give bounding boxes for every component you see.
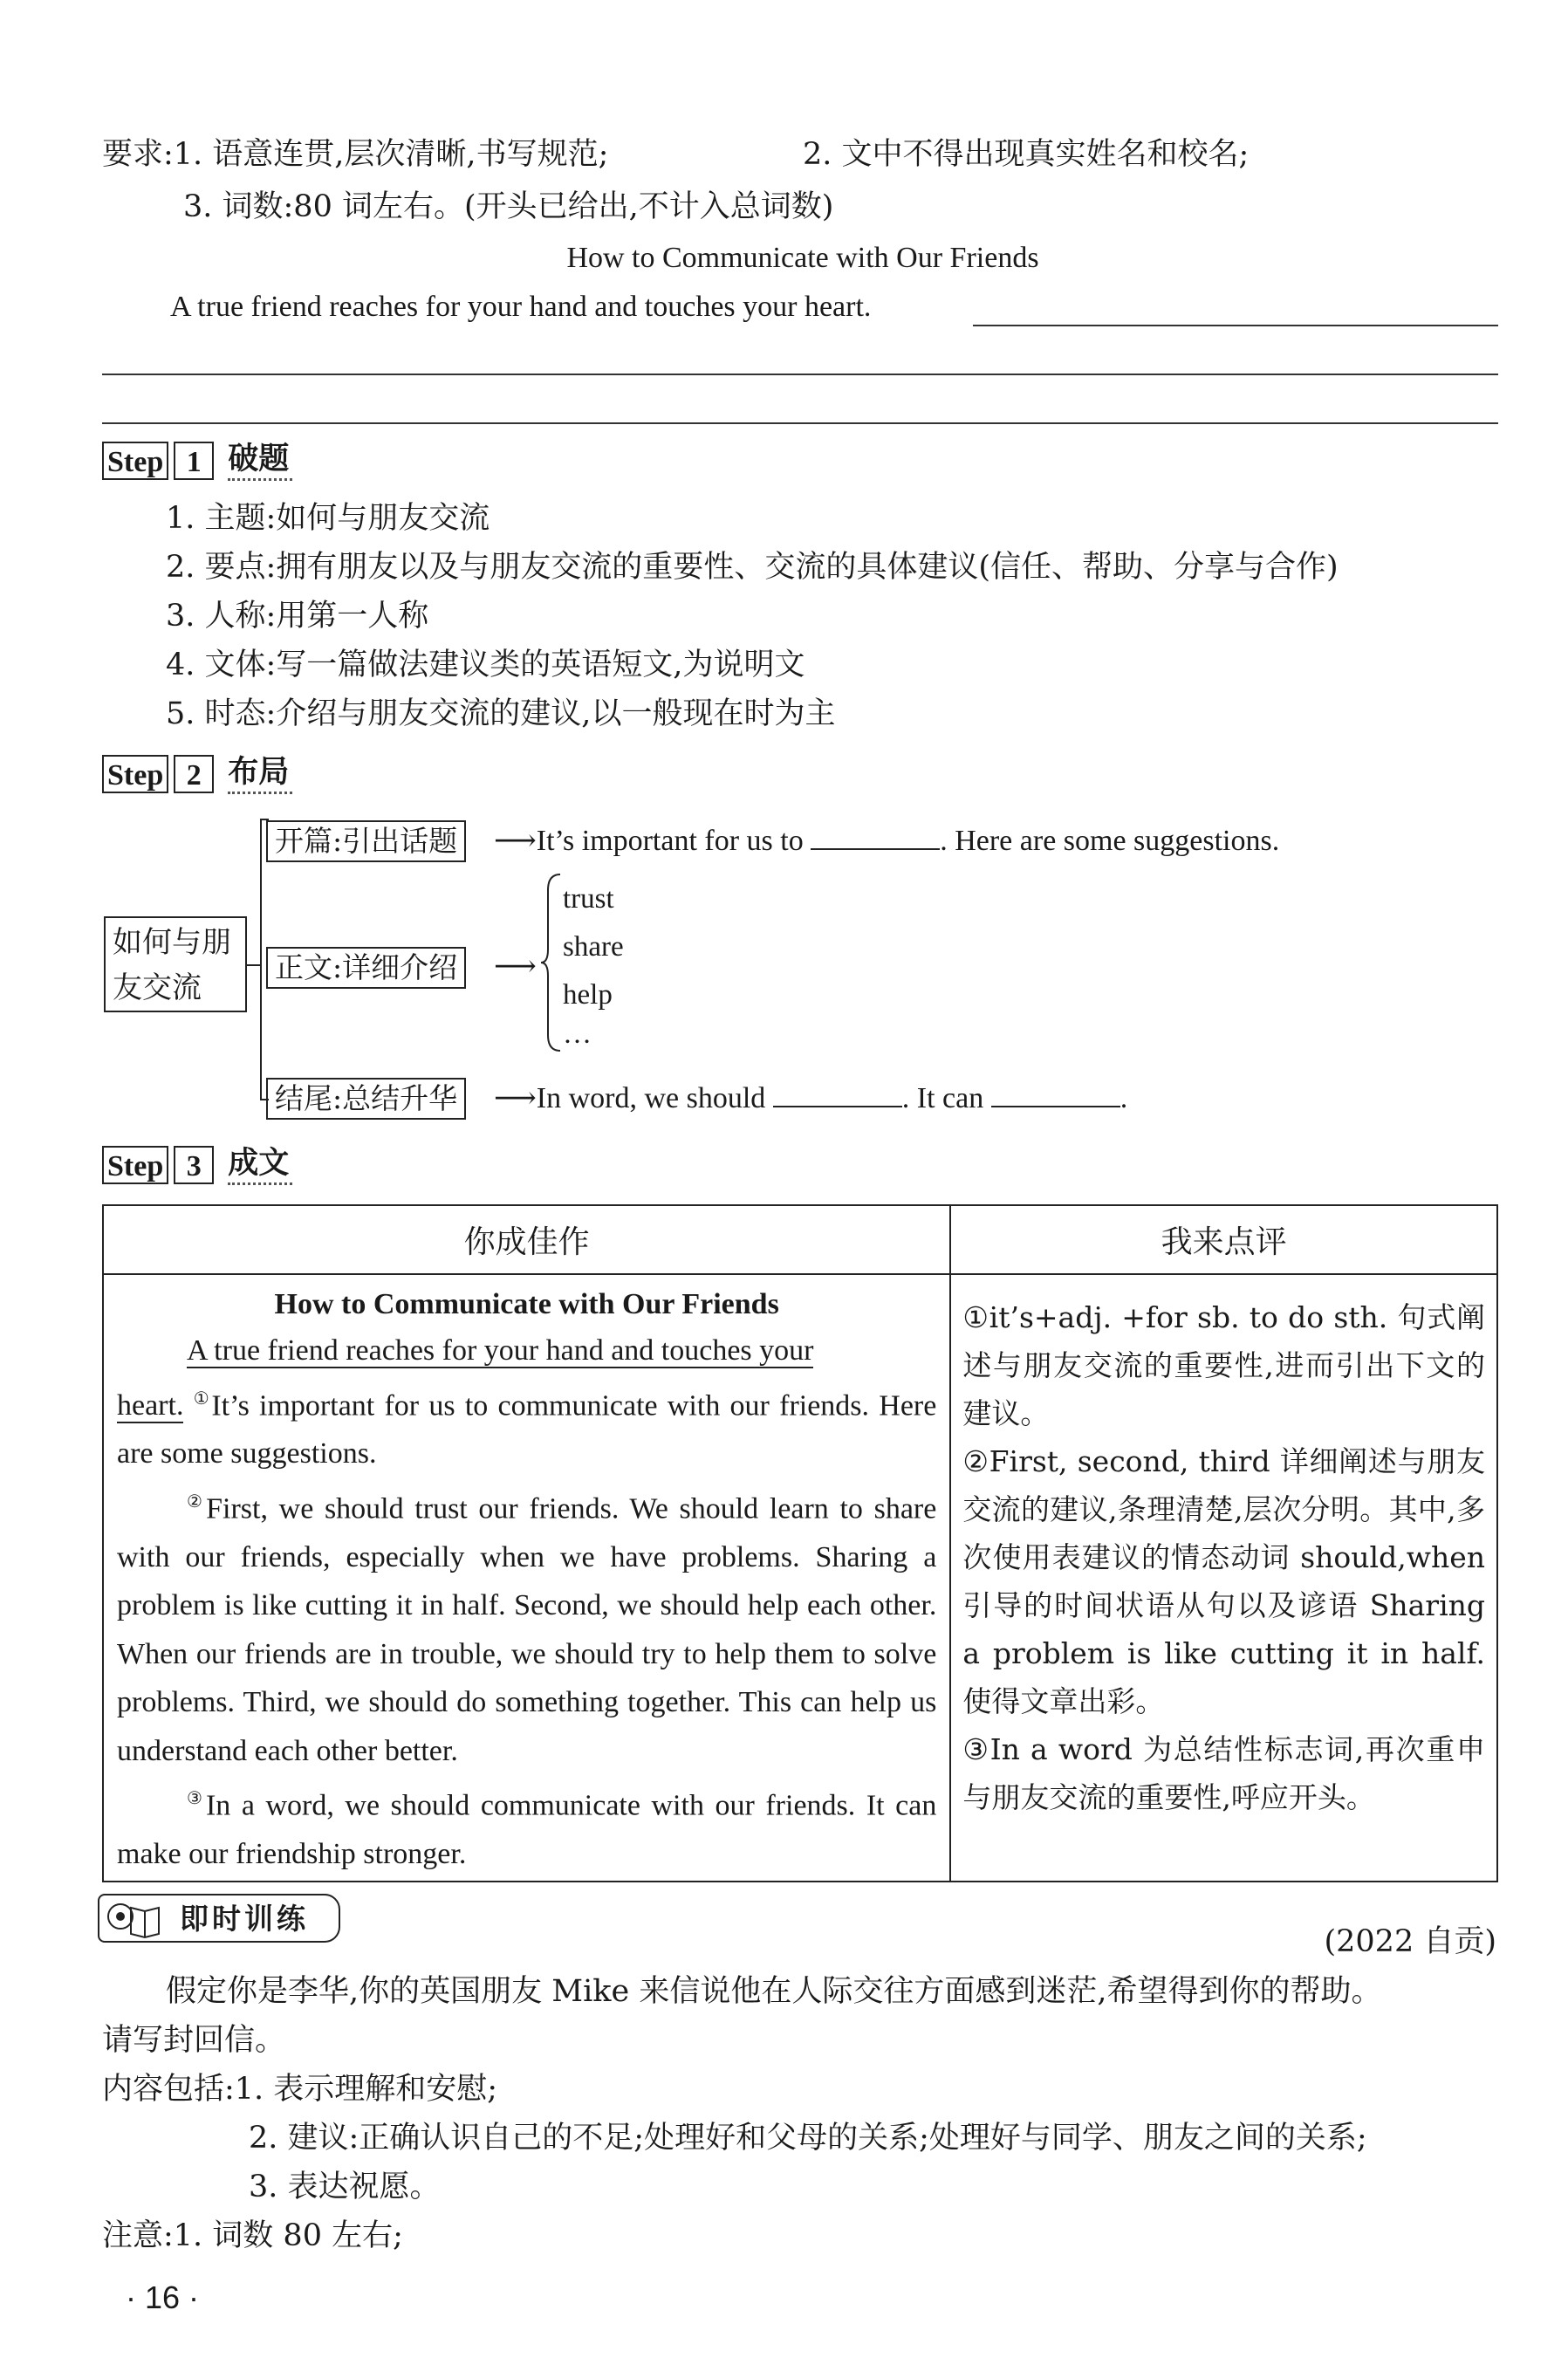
ending-blank-2[interactable] — [991, 1080, 1120, 1107]
essay-paragraph-3 — [117, 1775, 936, 1878]
step1-item-1: 1. 主题:如何与朋友交流 — [166, 501, 490, 536]
comment-body — [952, 1276, 1496, 1821]
step1-item-3: 3. 人称:用第一人称 — [166, 599, 429, 634]
outline-body-brace — [539, 873, 564, 1052]
essay-column-header: 你成佳作 — [103, 1205, 950, 1274]
practice-line-6: 注意:1. 词数 80 左右; — [102, 2218, 403, 2253]
step2-label: Step — [102, 755, 168, 793]
outline-opening-text: ⟶It’s important for us to . Here are some suggestions. — [494, 822, 1279, 860]
outline-bracket-stub — [247, 964, 260, 966]
comment-1: ①it’s+adj. +for sb. to do sth. 句式阐述与朋友交流的重要性,进而引出下文的建议。 — [962, 1300, 1485, 1430]
practice-line-3: 内容包括:1. 表示理解和安慰; — [102, 2072, 498, 2107]
outline-root — [104, 916, 247, 1012]
prompt-title: How to Communicate with Our Friends — [566, 242, 1039, 274]
ending-text-b: . It can — [901, 1082, 984, 1114]
step1-header — [102, 439, 292, 483]
outline-root-line-2: 友交流 — [113, 970, 202, 1005]
practice-source: (2022 自贡) — [1324, 1924, 1496, 1959]
requirement-line-1a: 要求:1. 语意连贯,层次清晰,书写规范; — [102, 137, 609, 172]
step2-number: 2 — [174, 755, 214, 793]
step1-item-2: 2. 要点:拥有朋友以及与朋友交流的重要性、交流的具体建议(信任、帮助、分享与合作) — [166, 550, 1339, 585]
outline-opening-label: 开篇:引出话题 — [266, 820, 466, 862]
practice-line-2: 请写封回信。 — [102, 2023, 286, 2058]
step3-title: 成文 — [228, 1146, 292, 1185]
essay-title: How to Communicate with Our Friends — [274, 1288, 779, 1320]
outline-body-item-help: help — [563, 979, 613, 1011]
outline-body-arrow: ⟶ — [494, 950, 537, 983]
opening-blank[interactable] — [811, 822, 940, 850]
outline-bracket — [260, 819, 262, 1099]
step3-label: Step — [102, 1146, 168, 1184]
practice-badge — [98, 1894, 340, 1943]
step2-title: 布局 — [228, 755, 292, 794]
comment-column-header: 我来点评 — [950, 1205, 1497, 1274]
outline-ending-text: ⟶In word, we should . It can . — [494, 1080, 1127, 1118]
outline-root-line-1: 如何与朋 — [113, 925, 231, 960]
answer-line-3[interactable] — [102, 422, 1498, 424]
step2-header — [102, 752, 292, 796]
ending-text-c: . — [1120, 1082, 1128, 1114]
essay-table — [102, 1204, 1498, 1882]
step1-title: 破题 — [228, 442, 292, 481]
comment-cell — [950, 1274, 1497, 1882]
essay-body — [105, 1283, 948, 1878]
outline-body-item-trust: trust — [563, 883, 614, 915]
outline-body-item-more: … — [563, 1018, 592, 1050]
outline-body-label: 正文:详细介绍 — [266, 947, 466, 989]
practice-badge-label: 即时训练 — [180, 1902, 309, 1936]
ending-blank-1[interactable] — [773, 1080, 902, 1107]
practice-line-1: 假定你是李华,你的英国朋友 Mike 来信说他在人际交往方面感到迷茫,希望得到你的帮助。 — [166, 1974, 1382, 2009]
outline-ending-label: 结尾:总结升华 — [266, 1078, 466, 1120]
answer-line-1[interactable] — [973, 325, 1498, 326]
requirement-line-2: 3. 词数:80 词左右。(开头已给出,不计入总词数) — [183, 189, 834, 224]
essay-p3-text: In a word, we should communicate with our friends. It can make our friendship stronger. — [117, 1789, 937, 1870]
essay-opening-b: heart. — [117, 1388, 184, 1422]
practice-line-5: 3. 表达祝愿。 — [249, 2170, 441, 2204]
essay-p1-text: It’s important for us to communicate with our friends. Here are some suggestions. — [117, 1388, 937, 1470]
practice-line-4: 2. 建议:正确认识自己的不足;处理好和父母的关系;处理好与同学、朋友之间的关系; — [249, 2121, 1367, 2156]
essay-mark-2: ② — [187, 1491, 207, 1512]
essay-mark-1: ① — [193, 1388, 212, 1409]
comment-2: ②First, second, third 详细阐述与朋友交流的建议,条理清楚,层次分明。其中,多次使用表建议的情态动词 should,when 引导的时间状语从句以及谚语 Sharing a problem is like cutting it in half. 使得文章出彩。 — [962, 1444, 1485, 1718]
essay-opening-a: A true friend reaches for your hand and touches your — [187, 1334, 814, 1367]
answer-line-2[interactable] — [102, 374, 1498, 375]
step3-header — [102, 1143, 292, 1187]
book-icon — [105, 1899, 166, 1939]
prompt-opening: A true friend reaches for your hand and touches your heart. — [170, 291, 872, 323]
page-number: · 16 · — [126, 2279, 200, 2315]
step1-number: 1 — [174, 442, 214, 480]
ending-text-a: In word, we should — [536, 1082, 766, 1114]
essay-mark-3: ③ — [187, 1789, 206, 1809]
step3-number: 3 — [174, 1146, 214, 1184]
essay-paragraph-1 — [117, 1375, 936, 1478]
step1-item-5: 5. 时态:介绍与朋友交流的建议,以一般现在时为主 — [166, 696, 836, 731]
essay-p2-text: First, we should trust our friends. We should learn to share with our friends, especially when we have problems. Sharing a problem is like cutting it in half. Second, we should help each other. When our friends are in trouble, we should try to help them to solve problems. Third, we should do something together. This can help us understand each other better. — [117, 1492, 937, 1767]
step1-item-4: 4. 文体:写一篇做法建议类的英语短文,为说明文 — [166, 648, 805, 682]
outline-body-item-share: share — [563, 931, 624, 963]
essay-paragraph-2 — [117, 1478, 936, 1775]
step1-label: Step — [102, 442, 168, 480]
opening-text-a: It’s important for us to — [536, 825, 804, 857]
requirement-line-1b: 2. 文中不得出现真实姓名和校名; — [803, 137, 1250, 172]
comment-3: ③In a word 为总结性标志词,再次重申与朋友交流的重要性,呼应开头。 — [962, 1732, 1485, 1814]
opening-text-b: . Here are some suggestions. — [940, 825, 1280, 857]
essay-cell — [103, 1274, 950, 1882]
essay-opening-line — [117, 1326, 936, 1375]
